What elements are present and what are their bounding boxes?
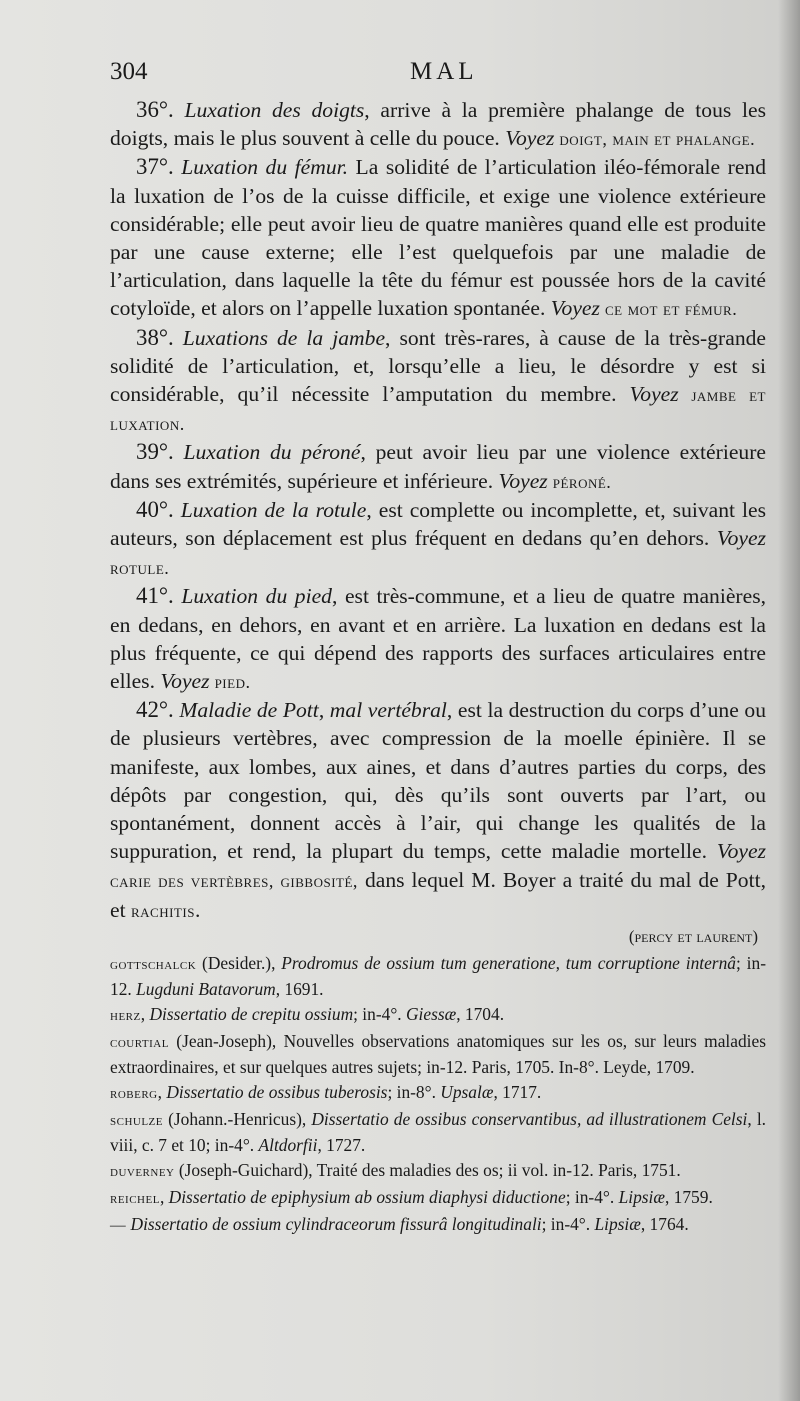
entry-title: Luxations de la jambe: [182, 325, 386, 350]
cross-reference: rotule.: [110, 558, 170, 579]
bib-entry: gottschalck (Desider.), Prodromus de ossium tum generatione, tum corruptione internâ; in-12. Lugduni Batavorum, 1691.: [110, 952, 766, 999]
bib-entry: herz, Dissertatio de crepitu ossium; in-4°. Giessæ, 1704.: [110, 1003, 505, 1024]
entry-title: Luxation des doigts: [184, 98, 365, 122]
entry-36: 36°. Luxation des doigts, arrive à la première phalange de tous les doigts, mais le plus souvent à celle du pouce. Voyez doigt, main et phalange.: [110, 97, 767, 151]
bib-entry: — Dissertatio de ossium cylindraceorum fissurâ longitudinali; in-4°. Lipsiæ, 1764.: [110, 1213, 689, 1234]
entries: [110, 96, 766, 925]
cross-reference: rachitis: [130, 900, 195, 921]
cross-reference: péroné.: [547, 471, 612, 492]
cross-reference: jambe et luxation.: [110, 385, 766, 435]
bib-entry: roberg, Dissertatio de ossibus tuberosis; in-8°. Upsalæ, 1717.: [110, 1081, 542, 1102]
bib-entry: courtial (Jean-Joseph), Nouvelles observations anatomiques sur les os, sur leurs maladies extraordinaires, et sur quelques autres sujets; in-12. Paris, 1705. In-8°. Leyde, 1709.: [110, 1030, 766, 1077]
entry-title: Maladie de Pott: [179, 698, 319, 723]
cross-reference: carie des vertèbres, gibbosité,: [110, 871, 358, 892]
entry-41: 41°. Luxation du pied, est très-commune, et a lieu de quatre manières, en dedans, en dehors, en avant et en arrière. La luxation en dedans est la plus fréquente, ce qui dépend des rapports des surfaces articulaires entre elles. Voyez pied.: [110, 583, 766, 694]
entry-title: Luxation du fémur.: [181, 155, 349, 180]
page-number: 304: [110, 58, 148, 85]
entry-title: Luxation de la rotule: [180, 497, 367, 522]
entry-subtitle: mal vertébral: [329, 698, 447, 723]
bib-entry: reichel, Dissertatio de epiphysium ab ossium diaphysi diductione; in-4°. Lipsiæ, 1759.: [110, 1186, 713, 1207]
running-head: MAL: [410, 58, 478, 85]
bib-entry: schulze (Johann.-Henricus), Dissertatio de ossibus conservantibus, ad illustrationem Celsi, l. viii, c. 7 et 10; in-4°. Altdorfii, 1727.: [110, 1108, 767, 1155]
entry-37: 37°. Luxation du fémur. La solidité de l’articulation iléo-fémorale rend la luxation de l’os de la cuisse difficile, et exige une violence extérieure considérable; elle peut avoir lieu de quatre manières quand elle est produite par une cause externe; elle l’est quelquefois par une maladie de l’articulation, dans laquelle la tête du fémur est poussée hors de la cavité cotyloïde, et alors on l’appelle luxation spontanée. Voyez ce mot et fémur.: [110, 154, 766, 321]
bib-entry: duverney (Joseph-Guichard), Traité des maladies des os; ii vol. in-12. Paris, 1751.: [110, 1159, 681, 1180]
entry-38: 38°. Luxations de la jambe, sont très-rares, à cause de la très-grande solidité de l’articulation, et, lorsqu’elle a lieu, le désordre y est si considérable, qu’il nécessite l’amputation du membre. Voyez jambe et luxation.: [110, 324, 767, 435]
entry-title: Luxation du péroné: [183, 440, 361, 465]
cross-reference: doigt, main et phalange.: [554, 129, 756, 150]
entry-title: Luxation du pied: [181, 584, 332, 609]
entry-40: 40°. Luxation de la rotule, est complette ou incomplette, et, suivant les auteurs, son déplacement est plus fréquent en dedans qu’en dehors. Voyez rotule.: [110, 496, 767, 579]
entry-42-pott: 42°. Maladie de Pott, mal vertébral, est la destruction du corps d’une ou de plusieurs vertèbres, avec compression de la moelle épinière. Il se manifeste, aux lombes, aux aines, et dans d’autres parties du corps, des dépôts par congestion, qui, dès qu’ils sont ouverts par l’art, ou spontanément, donnent accès à l’air, qui change les qualités de la suppuration, et rend, la plupart du temps, cette maladie mortelle. Voyez carie des vertèbres, gibbosité, dans lequel M. Boyer a traité du mal de Pott, et rachitis.: [110, 697, 766, 922]
page-header: [110, 58, 766, 96]
bibliography: [110, 951, 766, 1238]
article-authors: (percy et laurent): [628, 926, 758, 946]
entry-39: 39°. Luxation du péroné, peut avoir lieu par une violence extérieure dans ses extrémités, supérieure et inférieure. Voyez péroné.: [110, 439, 766, 493]
cross-reference: pied.: [209, 672, 251, 693]
cross-reference: ce mot et fémur.: [599, 299, 738, 320]
